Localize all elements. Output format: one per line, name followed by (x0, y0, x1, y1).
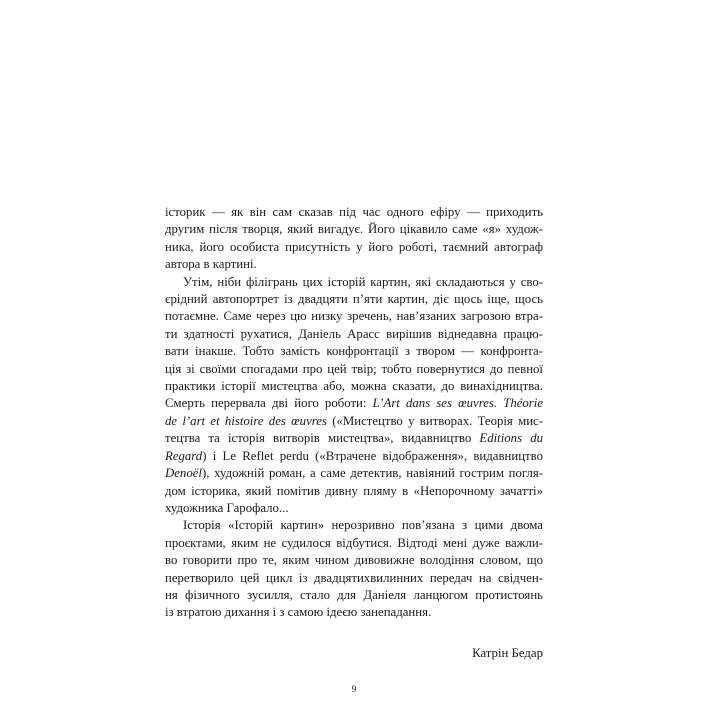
text-line: de l’art et histoire des œuvres («Мистецтво у витворах. Теорія мис- (165, 413, 543, 428)
text-line: із втратою дихання і з самою ідеєю занепадання. (165, 605, 432, 620)
text-line: перетворило цей цикл із двадцятихвилинних передач на свідчен- (165, 570, 543, 585)
text-line: Історія «Історій картин» нерозривно пов’язана з цими двома (183, 518, 543, 533)
page-text-block (165, 204, 543, 662)
paragraph (165, 204, 543, 274)
paragraph (165, 517, 543, 621)
text-line: во говорити про те, яким чином дивовижне володіння словом, що (165, 553, 543, 568)
text-line: другим після творця, який вигадує. Його цікавило саме «я» худож- (165, 222, 543, 237)
text-line: проєктами, яким не судилося відбутися. Відтоді мені дуже важли- (165, 535, 543, 550)
text-line: автора в картині. (165, 257, 257, 272)
text-line: Утім, ніби філігрань цих історій картин, які складаються у сво- (183, 274, 543, 289)
page-number: 9 (351, 685, 357, 695)
text-line: Смерть перервала дві його роботи: L’Art dans ses œuvres. Théorie (165, 396, 543, 411)
text-line: потаємне. Саме через цю низку зречень, нав’язаних загрозою втра- (165, 309, 543, 324)
text-line: ника, його особиста присутність у його роботі, таємний автограф (165, 239, 543, 254)
text-line: ня фізичного зусилля, стало для Даніеля ланцюгом протистоянь (165, 587, 543, 602)
text-line: ти здатності рухатися, Даніель Арасс вирішив віднедавна працю- (165, 326, 543, 341)
text-line: ція зі своїми спогадами про цей твір; тобто повернутися до певної (165, 361, 543, 376)
text-line: тецтва та історія витворів мистецтва», видавництво Editions du (165, 431, 543, 446)
text-line: Regard) і Le Reflet perdu («Втрачене відображення», видавництво (165, 448, 543, 463)
author-signature: Катрін Бедар (472, 645, 543, 660)
paragraph (165, 274, 543, 518)
text-line: художника Гарофало... (165, 500, 289, 515)
text-line: дом історика, який помітив дивну пляму в «Непорочному зачатті» (165, 483, 543, 498)
text-line: Denoël), художній роман, а саме детектив, навіяний гострим погля- (165, 466, 543, 481)
text-line: практики історії мистецтва або, можна сказати, до винахідництва. (165, 379, 543, 394)
text-line: вати інакше. Тобто замість конфронтації з твором — конфронта- (165, 344, 543, 359)
text-line: єрідний автопортрет із двадцяти п’яти картин, діє щось іще, щось (165, 292, 543, 307)
text-line: історик — як він сам сказав під час одного ефіру — приходить (165, 205, 543, 219)
